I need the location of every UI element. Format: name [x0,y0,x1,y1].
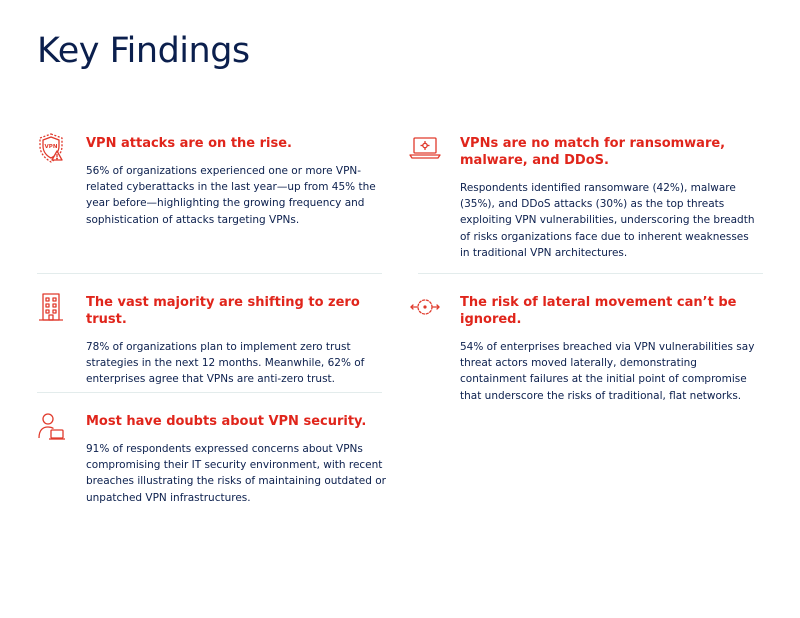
finding-ransomware [460,135,760,261]
finding-heading: VPNs are no match for ransomware, malware, and DDoS. [460,136,726,168]
finding-vpn-attacks [44,135,386,228]
lateral-movement-icon [408,290,442,324]
finding-zero-trust [86,294,386,388]
finding-vpn-security [86,413,386,506]
finding-lateral-movement [460,294,760,404]
user-laptop-icon [34,409,68,443]
finding-heading: The risk of lateral movement can’t be ignored. [460,295,737,327]
divider [37,392,382,393]
finding-body: 91% of respondents expressed concerns about VPNs compromising their IT security environment, with recent breaches illustrating the risks of maintaining outdated or unpatched VPN infrastructures. [86,443,386,504]
page-title: Key Findings [37,31,250,71]
finding-body: 56% of organizations experienced one or more VPN-related cyberattacks in the last year—up from 45% the year before—highlighting the growing frequency and sophistication of attacks targeting VPNs. [86,165,376,226]
divider [418,273,763,274]
vpn-shield-warning-icon [34,131,68,165]
finding-body: 78% of organizations plan to implement zero trust strategies in the next 12 months. Meanwhile, 62% of enterprises agree that VPNs are anti-zero trust. [86,341,365,386]
finding-body: 54% of enterprises breached via VPN vulnerabilities say threat actors moved laterally, demonstrating containment failures at the initial point of compromise that underscore the risks of traditional, flat networks. [460,341,755,402]
vpn-icon-label: VPN [44,144,58,150]
laptop-malware-icon [408,131,442,165]
divider [37,273,382,274]
finding-heading: Most have doubts about VPN security. [86,414,367,429]
finding-heading: VPN attacks are on the rise. [86,136,292,151]
finding-body: Respondents identified ransomware (42%), malware (35%), and DDoS attacks (30%) as the top threats exploiting VPN vulnerabilities, underscoring the breadth of risks organizations face due to inherent weaknesses in traditional VPN architectures. [460,182,755,259]
finding-heading: The vast majority are shifting to zero trust. [86,295,360,327]
building-icon [34,290,68,324]
